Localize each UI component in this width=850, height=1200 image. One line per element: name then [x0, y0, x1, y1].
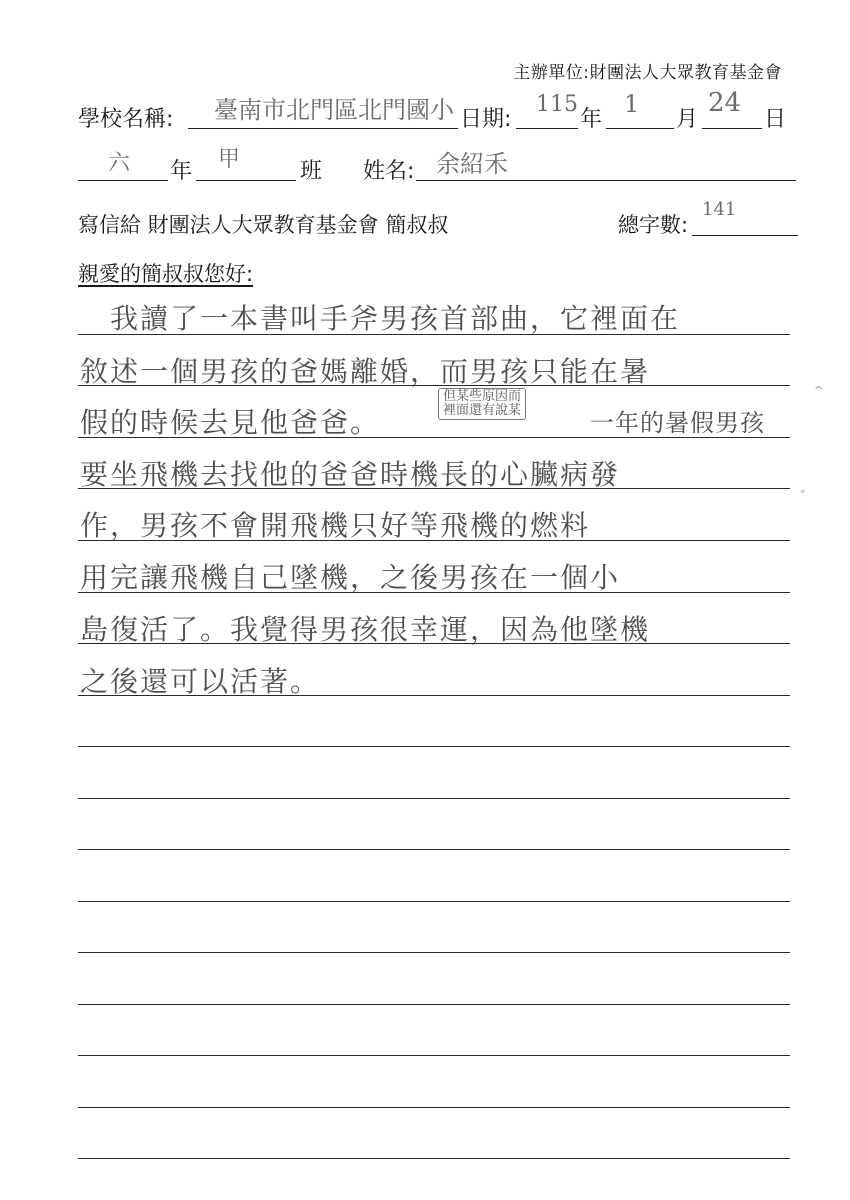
ruled-line: [78, 695, 790, 696]
sponsor-label: 主辦單位:財團法人大眾教育基金會: [513, 63, 782, 83]
recipient-label: 寫信給 財團法人大眾教育基金會 簡叔叔: [78, 213, 449, 237]
recipient-row: [78, 199, 798, 241]
wordcount-field[interactable]: [692, 199, 798, 236]
class-value: 甲: [218, 147, 241, 172]
ruled-line: [78, 1055, 790, 1056]
insertion-line-2: 裡面還有說某: [443, 403, 522, 418]
ruled-line: [78, 592, 790, 593]
ruled-line: [78, 643, 790, 644]
margin-mark: °: [800, 488, 806, 501]
letter-line-3: 假的時候去見他爸爸。: [80, 406, 381, 439]
letter-line-5: 作，男孩不會開飛機只好等飛機的燃料: [80, 509, 591, 542]
ruled-line: [78, 437, 790, 438]
class-field[interactable]: [196, 147, 296, 181]
wordcount-value: 141: [702, 199, 737, 220]
ruled-line: [78, 334, 790, 335]
ruled-line: [78, 798, 790, 799]
month-field[interactable]: [606, 90, 674, 129]
margin-mark: ^: [814, 384, 824, 397]
month-value: 1: [624, 90, 640, 118]
letter-line-8: 之後還可以活著。: [80, 665, 321, 698]
ruled-line: [78, 1158, 790, 1159]
year-value: 115: [536, 92, 578, 117]
ruled-line: [78, 901, 790, 902]
date-label: 日期:: [460, 107, 512, 132]
ruled-line: [78, 488, 790, 489]
ruled-line: [78, 849, 790, 850]
letter-line-1: 我讀了一本書叫手斧男孩首部曲，它裡面在: [80, 302, 681, 335]
name-value: 余紹禾: [436, 150, 508, 178]
letter-line-7: 島復活了。我覺得男孩很幸運，因為他墜機: [80, 613, 651, 646]
letter-line-4: 要坐飛機去找他的爸爸時機長的心臟病發: [80, 458, 621, 491]
name-label: 姓名:: [363, 159, 415, 184]
insertion-line-1: 但某些原因而: [443, 389, 522, 404]
name-field[interactable]: [416, 150, 796, 181]
letter-line-6: 用完讓飛機自己墜機，之後男孩在一個小: [80, 561, 621, 594]
school-date-row: [78, 88, 798, 134]
ruled-line: [78, 952, 790, 953]
grade-field[interactable]: [78, 150, 168, 181]
wordcount-label: 總字數:: [618, 213, 689, 237]
day-value: 24: [708, 88, 742, 118]
ruled-line: [78, 540, 790, 541]
school-label: 學校名稱:: [78, 107, 174, 132]
grade-unit: 年: [170, 159, 193, 184]
ruled-line: [78, 1107, 790, 1108]
ruled-line: [78, 746, 790, 747]
class-unit: 班: [300, 159, 323, 184]
month-unit: 月: [676, 107, 699, 132]
letter-line-2: 敘述一個男孩的爸媽離婚，而男孩只能在暑: [80, 355, 651, 388]
ruled-line: [78, 1004, 790, 1005]
school-field[interactable]: [188, 98, 458, 129]
year-unit: 年: [580, 107, 603, 132]
ruled-line: [78, 385, 790, 386]
letter-line-3-tail: 一年的暑假男孩: [590, 409, 765, 437]
class-name-row: [78, 147, 798, 186]
year-field[interactable]: [516, 92, 578, 129]
day-unit: 日: [764, 107, 787, 132]
greeting: 親愛的簡叔叔您好:: [78, 262, 254, 286]
school-value: 臺南市北門區北門國小: [214, 96, 454, 124]
grade-value: 六: [108, 151, 131, 176]
insertion-note: [438, 388, 526, 420]
day-field[interactable]: [702, 88, 762, 129]
